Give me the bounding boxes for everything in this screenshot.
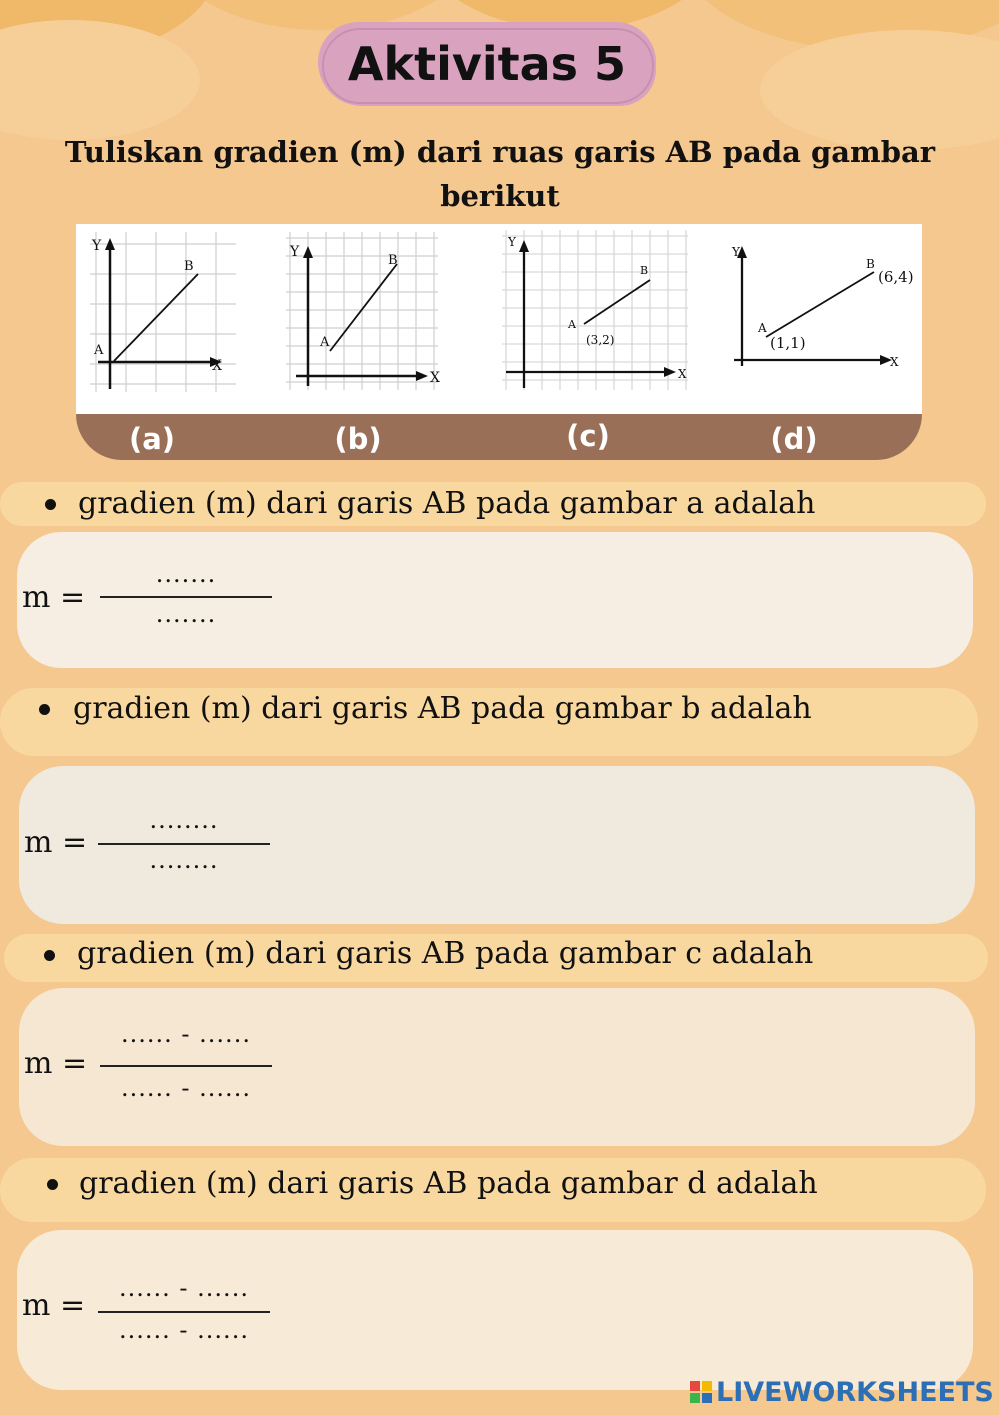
bullet-icon <box>44 950 55 961</box>
background-cloud <box>0 20 200 140</box>
graph-a-y-label: Y <box>92 238 102 254</box>
figure-label-b: (b) <box>334 422 382 456</box>
graph-b-x-label: X <box>430 370 440 386</box>
graph-c <box>496 224 696 416</box>
m-label: m = <box>24 825 88 860</box>
numerator-input[interactable]: ........ <box>149 806 219 834</box>
graph-c-y-label: Y <box>508 235 516 249</box>
figures-panel <box>76 224 922 416</box>
answer-box <box>17 1230 973 1390</box>
graph-a <box>86 224 256 416</box>
answer-box <box>19 988 975 1146</box>
graph-c-x-label: X <box>678 367 687 381</box>
question-text: gradien (m) dari garis AB pada gambar c adalah <box>77 936 814 971</box>
question-text: gradien (m) dari garis AB pada gambar d adalah <box>79 1166 818 1201</box>
bullet-icon <box>39 704 50 715</box>
fraction-line <box>100 596 272 598</box>
answer-box <box>19 766 975 924</box>
graph-c-point-a-coord: (3,2) <box>586 333 615 347</box>
graph-b-point-b: B <box>388 253 398 268</box>
graph-d-point-b: B <box>866 257 875 271</box>
graph-d-point-a: A <box>758 321 767 335</box>
numerator-input[interactable]: ...... - ...... <box>121 1020 251 1048</box>
graph-d-x-label: X <box>890 355 899 369</box>
graph-d-y-label: Y <box>732 245 740 259</box>
fraction-line <box>98 1311 270 1313</box>
figure-label-c: (c) <box>566 419 610 453</box>
title-badge <box>318 22 656 106</box>
instruction-text: Tuliskan gradien (m) dari ruas garis AB pada gambar berikut <box>64 135 936 213</box>
figure-label-d: (d) <box>770 422 818 456</box>
graph-b-y-label: Y <box>290 244 300 260</box>
graph-a-point-b: B <box>184 259 194 274</box>
brand-name: LIVEWORKSHEETS <box>716 1376 994 1408</box>
graph-d <box>722 224 922 416</box>
figure-label-a: (a) <box>128 422 176 456</box>
denominator-input[interactable]: ........ <box>149 846 219 874</box>
m-label: m = <box>24 1046 88 1081</box>
page-title: Aktivitas 5 <box>347 37 627 91</box>
denominator-input[interactable]: ...... - ...... <box>121 1074 251 1102</box>
graph-d-point-a-coord: (1,1) <box>770 334 806 352</box>
m-label: m = <box>22 1288 86 1323</box>
fraction-line <box>98 843 270 845</box>
graph-b <box>280 224 450 416</box>
graph-a-point-a: A <box>94 343 104 358</box>
bullet-icon <box>47 1179 58 1190</box>
liveworksheets-logo[interactable] <box>690 1375 994 1409</box>
question-text: gradien (m) dari garis AB pada gambar b adalah <box>73 691 812 726</box>
graph-d-point-b-coord: (6,4) <box>878 268 914 286</box>
graph-c-point-a: A <box>568 318 576 331</box>
numerator-input[interactable]: ....... <box>155 560 217 588</box>
graph-a-x-label: X <box>212 358 222 374</box>
m-label: m = <box>22 580 86 615</box>
graph-c-point-b: B <box>640 264 649 277</box>
graph-b-point-a: A <box>320 335 330 350</box>
bullet-icon <box>45 499 56 510</box>
numerator-input[interactable]: ...... - ...... <box>119 1274 249 1302</box>
denominator-input[interactable]: ...... - ...... <box>119 1316 249 1344</box>
figure-labels-bar <box>76 414 922 460</box>
fraction-line <box>100 1065 272 1067</box>
denominator-input[interactable]: ....... <box>155 600 217 628</box>
liveworksheets-logo-icon <box>690 1381 712 1403</box>
question-text: gradien (m) dari garis AB pada gambar a adalah <box>78 486 816 521</box>
